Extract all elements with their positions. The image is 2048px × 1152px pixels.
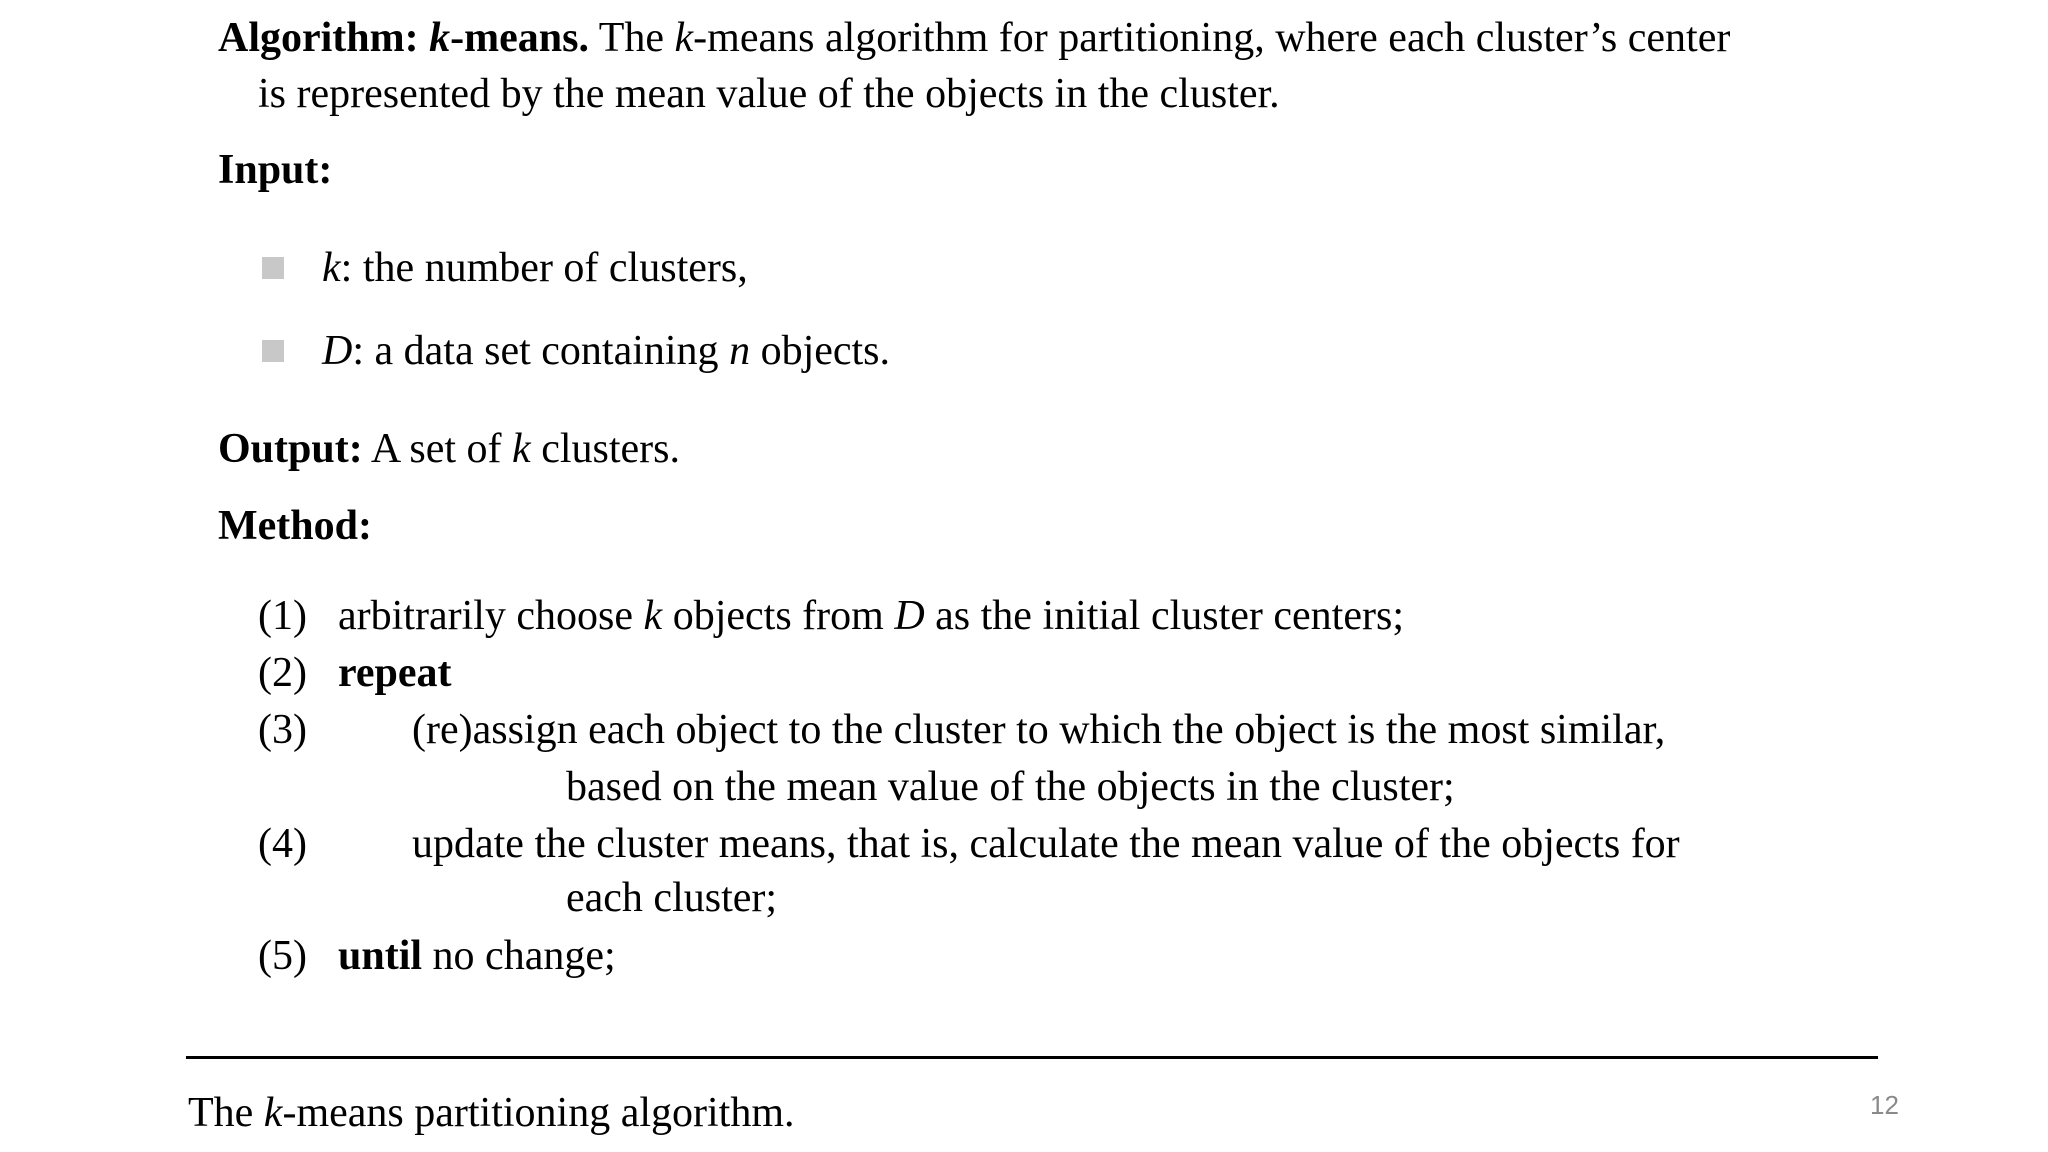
step-5-text <box>338 928 616 984</box>
algorithm-name-rest: -means. <box>450 15 589 61</box>
output-line <box>218 421 680 477</box>
output-label: Output: <box>218 426 363 472</box>
step-number: (5) <box>258 933 307 979</box>
caption-rest: -means partitioning algorithm. <box>282 1090 795 1136</box>
method-label: Method: <box>218 503 372 549</box>
step-number: (4) <box>258 821 307 867</box>
output-text1: A set of <box>362 426 513 472</box>
step-1-part: objects from <box>662 593 895 639</box>
input-item-d-var2: n <box>729 328 751 374</box>
bullet-icon <box>262 257 284 279</box>
step-3-text: (re)assign each object to the cluster to which the object is the most similar, <box>412 707 1666 753</box>
caption-divider <box>186 1056 1878 1059</box>
output-var-k: k <box>512 426 531 472</box>
input-item-k-text: : the number of clusters, <box>340 245 748 291</box>
algorithm-label: Algorithm: <box>218 15 419 61</box>
input-item-k-var: k <box>322 245 341 291</box>
input-item-d-var: D <box>322 328 353 374</box>
caption-k: k <box>263 1090 283 1136</box>
caption-start: The <box>188 1090 264 1136</box>
input-item-d-text2: objects. <box>750 328 891 374</box>
algorithm-desc-line2: is represented by the mean value of the objects in the cluster. <box>258 71 1280 117</box>
input-item-d <box>322 323 890 379</box>
step-number: (1) <box>258 593 307 639</box>
algorithm-title-line <box>218 10 1730 66</box>
page-number: 12 <box>1870 1090 1899 1120</box>
input-item-k <box>322 240 748 296</box>
algorithm-desc-k: k <box>674 15 694 61</box>
step-3-continuation: based on the mean value of the objects in the cluster; <box>566 764 1455 810</box>
step-4-continuation: each cluster; <box>566 875 778 921</box>
input-item-d-text: : a data set containing <box>352 328 730 374</box>
step-1-var-k: k <box>643 593 663 639</box>
step-1-part: arbitrarily choose <box>338 593 644 639</box>
step-number: (2) <box>258 650 307 696</box>
step-number: (3) <box>258 707 307 753</box>
step-1-part: as the initial cluster centers; <box>924 593 1404 639</box>
step-5-keyword: until <box>338 933 423 979</box>
bullet-icon <box>262 340 284 362</box>
step-1-var-d: D <box>894 593 925 639</box>
input-label: Input: <box>218 147 333 193</box>
output-text2: clusters. <box>530 426 680 472</box>
step-5-rest: no change; <box>422 933 616 979</box>
step-4-text: update the cluster means, that is, calculate the mean value of the objects for <box>412 821 1680 867</box>
algorithm-name-k: k <box>429 15 451 61</box>
figure-caption <box>188 1085 795 1141</box>
algorithm-desc-rest: -means algorithm for partitioning, where each cluster’s center <box>693 15 1731 61</box>
step-2-keyword: repeat <box>338 650 452 696</box>
step-1-text <box>338 588 1404 644</box>
algorithm-desc-start: The <box>598 15 675 61</box>
